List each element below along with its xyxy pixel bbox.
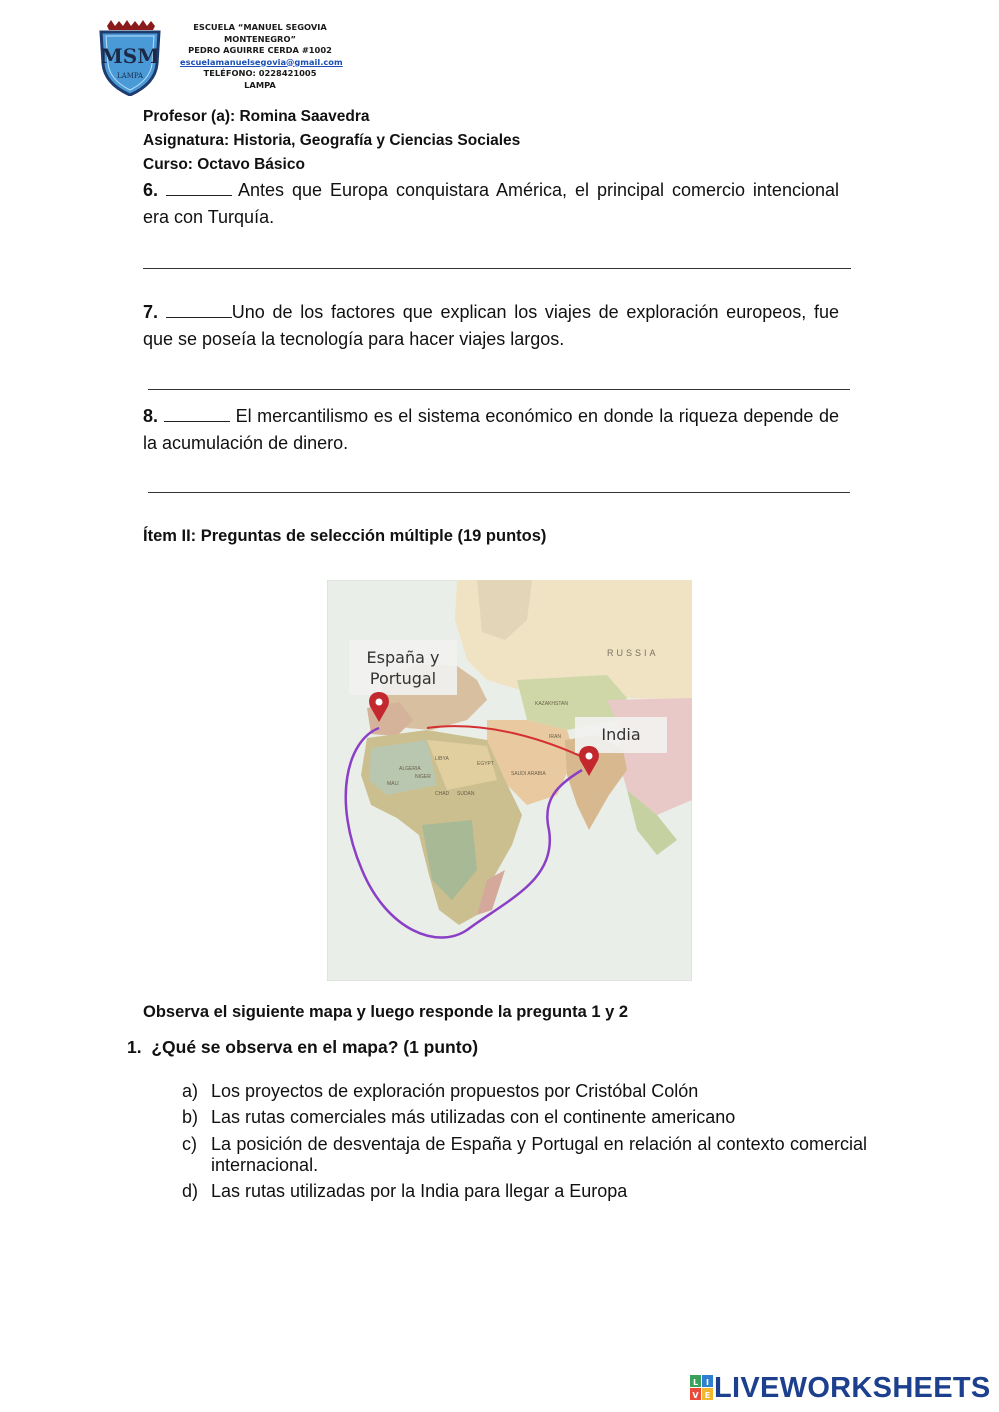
map-instruction: Observa el siguiente mapa y luego responde la pregunta 1 y 2 — [143, 1003, 629, 1021]
map-label: KAZAKHSTAN — [535, 701, 568, 707]
liveworksheets-logo-icon — [690, 1375, 714, 1401]
map-label: ALGERIA — [399, 766, 421, 772]
option-letter: a) — [182, 1081, 199, 1101]
school-info — [180, 22, 343, 91]
answer-line[interactable] — [143, 268, 851, 269]
option-a[interactable] — [182, 1081, 867, 1102]
course-line: Curso: Octavo Básico — [143, 156, 305, 173]
subject-line: Asignatura: Historia, Geografía y Ciencias Sociales — [143, 132, 521, 149]
liveworksheets-brand — [690, 1371, 991, 1404]
question-6 — [143, 177, 839, 231]
section-title: Ítem II: Preguntas de selección múltiple (19 puntos) — [143, 527, 547, 545]
school-logo — [97, 20, 163, 96]
option-d[interactable] — [182, 1181, 867, 1202]
svg-text:I: I — [706, 1378, 709, 1387]
option-text: Las rutas comerciales más utilizadas con el continente americano — [211, 1107, 736, 1127]
answer-blank[interactable] — [166, 303, 232, 318]
trade-route-map — [327, 580, 692, 981]
option-letter: b) — [182, 1107, 199, 1127]
answer-line[interactable] — [148, 492, 850, 493]
question-8 — [143, 403, 839, 457]
option-b[interactable] — [182, 1107, 867, 1128]
school-city: LAMPA — [244, 79, 276, 90]
origin-label-line2: Portugal — [369, 669, 437, 688]
brand-text: LIVEWORKSHEETS — [714, 1371, 991, 1404]
map-label: IRAN — [549, 734, 561, 740]
teacher-line: Profesor (a): Romina Saavedra — [143, 108, 370, 125]
question-number: 8. — [143, 406, 159, 426]
map-label-russia: RUSSIA — [607, 648, 659, 658]
map-label: MALI — [387, 781, 399, 787]
school-name-line1: ESCUELA “MANUEL SEGOVIA — [193, 22, 327, 32]
answer-line[interactable] — [148, 389, 850, 390]
question-text: Antes que Europa conquistara América, el principal comercio intencional era con Turquía. — [143, 180, 839, 227]
school-email-link[interactable]: escuelamanuelsegovia@gmail.com — [180, 56, 343, 67]
question-7 — [143, 299, 839, 353]
question-number: 7. — [143, 302, 159, 322]
option-text: Las rutas utilizadas por la India para llegar a Europa — [211, 1181, 628, 1201]
option-c[interactable] — [182, 1134, 867, 1176]
option-letter: c) — [182, 1134, 197, 1154]
origin-label-text: España y — [366, 648, 440, 667]
option-text: Los proyectos de exploración propuestos por Cristóbal Colón — [211, 1081, 699, 1101]
question-1-number: 1. — [127, 1037, 142, 1057]
question-1-text: ¿Qué se observa en el mapa? (1 punto) — [151, 1037, 479, 1057]
logo-text: MSM — [100, 44, 160, 68]
answer-blank[interactable] — [166, 181, 232, 196]
question-number: 6. — [143, 180, 159, 200]
map-label: SUDAN — [457, 791, 475, 797]
destination-label: India — [601, 725, 641, 744]
map-label: LIBYA — [435, 756, 449, 762]
question-text: El mercantilismo es el sistema económico en donde la riqueza depende de la acumulación de dinero. — [143, 406, 839, 453]
map-label: NIGER — [415, 774, 431, 780]
logo-subtext: LAMPA — [117, 72, 143, 80]
school-address: PEDRO AGUIRRE CERDA #1002 — [188, 45, 332, 55]
svg-text:E: E — [704, 1391, 711, 1400]
map-label: EGYPT — [477, 761, 494, 767]
svg-text:V: V — [692, 1391, 699, 1400]
school-phone: TELÉFONO: 0228421005 — [203, 68, 317, 78]
map-label: CHAD — [435, 791, 450, 797]
option-text: La posición de desventaja de España y Portugal en relación al contexto comercial internacional. — [211, 1134, 867, 1175]
question-1-title — [127, 1037, 478, 1058]
school-name-line2: MONTENEGRO” — [224, 33, 296, 44]
option-letter: d) — [182, 1181, 199, 1201]
map-label: SAUDI ARABIA — [511, 771, 546, 777]
svg-text:L: L — [692, 1378, 699, 1387]
answer-blank[interactable] — [164, 407, 230, 422]
question-text: Uno de los factores que explican los viajes de exploración europeos, fue que se poseía la tecnología para hacer viajes largos. — [143, 302, 839, 349]
